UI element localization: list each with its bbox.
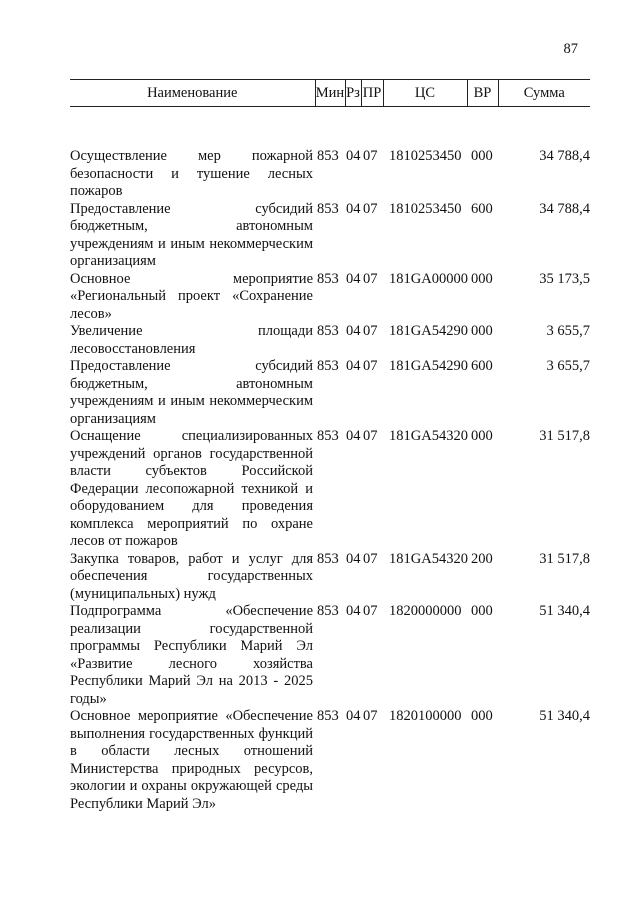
row-target-article-code: 181GA54320 [389, 550, 468, 567]
row-expense-type-code: 600 [471, 200, 493, 217]
row-name: Предоставление субсидий бюджетным, автономным учреждениям и иным некоммерческим организациям [70, 200, 313, 269]
row-ministry-code: 853 [317, 550, 339, 567]
row-name: Предоставление субсидий бюджетным, автономным учреждениям и иным некоммерческим организациям [70, 358, 313, 427]
row-expense-type-code: 000 [471, 603, 493, 619]
row-target-article-code: 1810253450 [389, 200, 462, 217]
row-ministry-code: 853 [317, 603, 339, 619]
row-expense-type-code: 000 [471, 323, 493, 339]
row-amount: 31 517,8 [539, 550, 590, 567]
row-section-code: 04 [346, 323, 361, 339]
row-name: Основное мероприятие «Обеспечение выполнения государственных функций в области лесных отношений Министерства природных ресурсов, экологии и охраны окружающей среды Республики Марий Эл» [70, 708, 313, 812]
row-expense-type-code: 200 [471, 550, 493, 567]
row-subsection-code: 07 [363, 200, 378, 217]
header-name: Наименование [70, 80, 315, 107]
header-ministry: Мин [315, 80, 345, 107]
row-target-article-code: 181GA54320 [389, 428, 468, 444]
table-body [70, 107, 590, 814]
row-subsection-code: 07 [363, 708, 378, 724]
row-target-article-code: 181GA54290 [389, 323, 468, 339]
row-target-article-code: 1810253450 [389, 148, 462, 164]
row-subsection-code: 07 [363, 428, 378, 444]
row-amount: 35 173,5 [539, 270, 590, 287]
row-section-code: 04 [346, 603, 361, 619]
table-row [70, 708, 590, 813]
header-amount: Сумма [498, 80, 590, 107]
row-ministry-code: 853 [317, 358, 339, 374]
row-expense-type-code: 000 [471, 270, 493, 287]
row-amount: 34 788,4 [539, 148, 590, 164]
row-amount: 31 517,8 [539, 428, 590, 444]
row-name: Подпрограмма «Обеспечение реализации государственной программы Республики Марий Эл «Развитие лесного хозяйства Республики Марий Эл на 2013 - 2025 годы» [70, 603, 313, 707]
row-expense-type-code: 600 [471, 358, 493, 374]
row-ministry-code: 853 [317, 200, 339, 217]
row-subsection-code: 07 [363, 148, 378, 164]
row-amount: 51 340,4 [539, 708, 590, 724]
table-row [70, 428, 590, 551]
table-row [70, 271, 590, 324]
row-amount: 34 788,4 [539, 200, 590, 217]
row-section-code: 04 [346, 708, 361, 724]
row-name: Увеличение площади лесовосстановления [70, 323, 313, 357]
row-subsection-code: 07 [363, 358, 378, 374]
page-number: 87 [563, 41, 578, 57]
table-row [70, 323, 590, 358]
row-expense-type-code: 000 [471, 148, 493, 164]
table-row [70, 551, 590, 604]
table-row [70, 358, 590, 428]
row-expense-type-code: 000 [471, 428, 493, 444]
row-ministry-code: 853 [317, 428, 339, 444]
table-header-row [70, 80, 590, 107]
row-amount: 3 655,7 [546, 358, 590, 374]
row-name: Основное мероприятие «Региональный проект «Сохранение лесов» [70, 270, 313, 322]
header-expense-type: ВР [467, 80, 498, 107]
row-subsection-code: 07 [363, 270, 378, 287]
row-ministry-code: 853 [317, 708, 339, 724]
row-section-code: 04 [346, 428, 361, 444]
row-section-code: 04 [346, 270, 361, 287]
table-row [70, 603, 590, 708]
row-section-code: 04 [346, 200, 361, 217]
budget-table [70, 79, 590, 813]
row-ministry-code: 853 [317, 270, 339, 287]
header-target-article: ЦС [383, 80, 467, 107]
row-subsection-code: 07 [363, 550, 378, 567]
row-subsection-code: 07 [363, 603, 378, 619]
row-name: Оснащение специализированных учреждений органов государственной власти субъектов Российской Федерации лесопожарной техникой и оборудованием для проведения комплекса мероприятий по охране лесов от пожаров [70, 428, 313, 549]
header-section: Рз [345, 80, 361, 107]
row-ministry-code: 853 [317, 148, 339, 164]
row-subsection-code: 07 [363, 323, 378, 339]
row-target-article-code: 181GA00000 [389, 270, 468, 287]
header-subsection: ПР [361, 80, 383, 107]
row-section-code: 04 [346, 148, 361, 164]
row-name: Осуществление мер пожарной безопасности и тушение лесных пожаров [70, 148, 313, 199]
row-target-article-code: 1820000000 [389, 603, 462, 619]
row-amount: 3 655,7 [546, 323, 590, 339]
table-row [70, 201, 590, 271]
row-name: Закупка товаров, работ и услуг для обеспечения государственных (муниципальных) нужд [70, 550, 313, 602]
table-row [70, 107, 590, 201]
row-amount: 51 340,4 [539, 603, 590, 619]
row-section-code: 04 [346, 358, 361, 374]
row-ministry-code: 853 [317, 323, 339, 339]
row-section-code: 04 [346, 550, 361, 567]
row-target-article-code: 181GA54290 [389, 358, 468, 374]
row-expense-type-code: 000 [471, 708, 493, 724]
row-target-article-code: 1820100000 [389, 708, 462, 724]
